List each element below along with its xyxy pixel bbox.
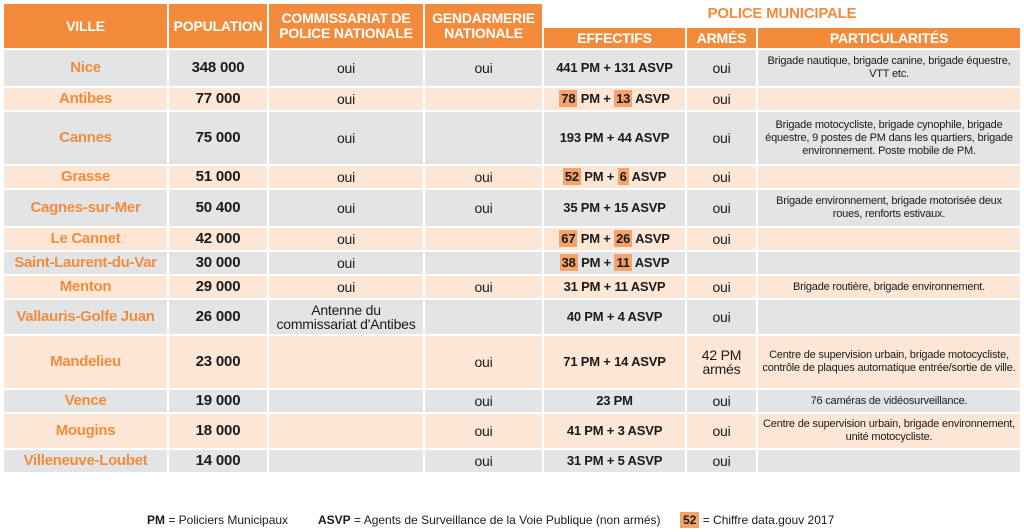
cell-effectifs: 31 PM + 11 ASVP (544, 276, 685, 298)
table-row (4, 190, 1020, 226)
cell-population: 42 000 (169, 228, 267, 250)
cell-population: 19 000 (169, 390, 267, 412)
cell-particularites (758, 252, 1020, 274)
cell-armes: oui (687, 228, 756, 250)
table-row (4, 88, 1020, 110)
legend-source: 52 = Chiffre data.gouv 2017 (680, 513, 834, 527)
cell-armes: oui (687, 414, 756, 448)
cell-gendarmerie (425, 112, 542, 164)
header-armes: ARMÉS (687, 28, 756, 48)
cell-particularites (758, 300, 1020, 334)
cell-effectifs: 31 PM + 5 ASVP (544, 450, 685, 472)
cell-effectifs (544, 88, 685, 110)
cell-particularites (758, 228, 1020, 250)
cell-armes: oui (687, 300, 756, 334)
cell-ville: Vallauris-Golfe Juan (4, 300, 167, 334)
cell-gendarmerie: oui (425, 390, 542, 412)
cell-ville: Vence (4, 390, 167, 412)
cell-gendarmerie (425, 300, 542, 334)
cell-effectifs: 40 PM + 4 ASVP (544, 300, 685, 334)
cell-commissariat: oui (269, 166, 423, 188)
cell-ville: Villeneuve-Loubet (4, 450, 167, 472)
cell-population: 14 000 (169, 450, 267, 472)
cell-particularites (758, 88, 1020, 110)
cell-effectifs (544, 228, 685, 250)
table-row (4, 276, 1020, 298)
pm-label: PM + (577, 255, 615, 270)
cell-gendarmerie: oui (425, 276, 542, 298)
cell-commissariat: oui (269, 50, 423, 86)
cell-ville: Grasse (4, 166, 167, 188)
cell-commissariat: oui (269, 190, 423, 226)
cell-armes: oui (687, 50, 756, 86)
cell-armes: oui (687, 276, 756, 298)
asvp-label: ASVP (632, 231, 670, 246)
cell-armes: oui (687, 450, 756, 472)
cell-particularites: 76 caméras de vidéosurveillance. (758, 390, 1020, 412)
cell-particularites: Centre de supervision urbain, brigade motocycliste, contrôle de plaques automatique entrée/sortie de ville. (758, 336, 1020, 388)
table-row (4, 336, 1020, 388)
cell-ville: Menton (4, 276, 167, 298)
asvp-count: 6 (619, 169, 627, 184)
header-police-municipale: POLICE MUNICIPALE (544, 4, 1020, 26)
cell-population: 29 000 (169, 276, 267, 298)
cell-population: 23 000 (169, 336, 267, 388)
cell-effectifs: 41 PM + 3 ASVP (544, 414, 685, 448)
table-row (4, 252, 1020, 274)
table-row (4, 414, 1020, 448)
cell-commissariat: oui (269, 276, 423, 298)
cell-commissariat (269, 414, 423, 448)
cell-gendarmerie: oui (425, 190, 542, 226)
cell-ville: Mandelieu (4, 336, 167, 388)
cell-population: 75 000 (169, 112, 267, 164)
cell-armes: oui (687, 190, 756, 226)
cell-population: 51 000 (169, 166, 267, 188)
table-row (4, 166, 1020, 188)
cell-effectifs (544, 252, 685, 274)
table-row (4, 450, 1020, 472)
cell-gendarmerie (425, 228, 542, 250)
cell-ville: Antibes (4, 88, 167, 110)
pm-count: 52 (564, 169, 579, 184)
asvp-count: 13 (616, 91, 631, 106)
header-effectifs: EFFECTIFS (544, 28, 685, 48)
table-body (4, 50, 1020, 472)
legend-swatch: 52 (680, 512, 699, 528)
legend-pm: PM = Policiers Municipaux (147, 513, 289, 527)
pm-count: 67 (561, 231, 576, 246)
cell-armes: 42 PM armés (687, 336, 756, 388)
cell-effectifs (544, 166, 685, 188)
cell-armes: oui (687, 166, 756, 188)
header-ville: VILLE (4, 4, 167, 48)
asvp-label: ASVP (628, 169, 667, 184)
cell-effectifs: 441 PM + 131 ASVP (544, 50, 685, 86)
table-row (4, 112, 1020, 164)
cell-ville: Saint-Laurent-du-Var (4, 252, 167, 274)
cell-armes: oui (687, 88, 756, 110)
cell-effectifs: 71 PM + 14 ASVP (544, 336, 685, 388)
asvp-label: ASVP (631, 255, 670, 270)
cell-particularites (758, 166, 1020, 188)
cell-population: 77 000 (169, 88, 267, 110)
cell-particularites (758, 450, 1020, 472)
cell-armes: oui (687, 390, 756, 412)
cell-commissariat: oui (269, 252, 423, 274)
asvp-count: 11 (616, 255, 630, 270)
header-gendarmerie: GENDARMERIE NATIONALE (425, 4, 542, 48)
cell-particularites: Brigade nautique, brigade canine, brigade équestre, VTT etc. (758, 50, 1020, 86)
cell-gendarmerie (425, 252, 542, 274)
pm-count: 78 (561, 91, 576, 106)
cell-population: 18 000 (169, 414, 267, 448)
asvp-count: 26 (616, 231, 631, 246)
cell-commissariat (269, 336, 423, 388)
cell-particularites: Centre de supervision urbain, brigade environnement, unité motocycliste. (758, 414, 1020, 448)
cell-ville: Le Cannet (4, 228, 167, 250)
cell-gendarmerie: oui (425, 414, 542, 448)
cell-commissariat: Antenne du commissariat d'Antibes (269, 300, 423, 334)
cell-particularites: Brigade routière, brigade environnement. (758, 276, 1020, 298)
cell-effectifs: 35 PM + 15 ASVP (544, 190, 685, 226)
cell-armes: oui (687, 112, 756, 164)
header-population: POPULATION (169, 4, 267, 48)
police-table (2, 2, 1022, 474)
cell-gendarmerie: oui (425, 166, 542, 188)
cell-gendarmerie: oui (425, 50, 542, 86)
cell-population: 30 000 (169, 252, 267, 274)
table-row (4, 228, 1020, 250)
cell-gendarmerie (425, 88, 542, 110)
cell-effectifs: 23 PM (544, 390, 685, 412)
table-row (4, 300, 1020, 334)
cell-ville: Cannes (4, 112, 167, 164)
header-particularites: PARTICULARITÉS (758, 28, 1020, 48)
pm-label: PM + (577, 91, 615, 106)
cell-ville: Cagnes-sur-Mer (4, 190, 167, 226)
cell-commissariat: oui (269, 88, 423, 110)
cell-armes (687, 252, 756, 274)
cell-effectifs: 193 PM + 44 ASVP (544, 112, 685, 164)
cell-ville: Mougins (4, 414, 167, 448)
cell-particularites: Brigade motocycliste, brigade cynophile, brigade équestre, 9 postes de PM dans les quartiers, brigade environnement. Poste mobile de PM. (758, 112, 1020, 164)
pm-label: PM + (580, 169, 618, 184)
pm-label: PM + (577, 231, 615, 246)
cell-population: 26 000 (169, 300, 267, 334)
legend-asvp: ASVP = Agents de Surveillance de la Voie Publique (non armés) (318, 513, 661, 527)
cell-gendarmerie: oui (425, 336, 542, 388)
asvp-label: ASVP (632, 91, 670, 106)
cell-commissariat (269, 390, 423, 412)
table-row (4, 390, 1020, 412)
cell-gendarmerie: oui (425, 450, 542, 472)
cell-population: 50 400 (169, 190, 267, 226)
cell-commissariat: oui (269, 112, 423, 164)
cell-ville: Nice (4, 50, 167, 86)
cell-population: 348 000 (169, 50, 267, 86)
cell-commissariat (269, 450, 423, 472)
pm-count: 38 (561, 255, 576, 270)
header-commissariat: COMMISSARIAT DE POLICE NATIONALE (269, 4, 423, 48)
cell-particularites: Brigade environnement, brigade motorisée deux roues, renforts estivaux. (758, 190, 1020, 226)
cell-commissariat: oui (269, 228, 423, 250)
table-row (4, 50, 1020, 86)
